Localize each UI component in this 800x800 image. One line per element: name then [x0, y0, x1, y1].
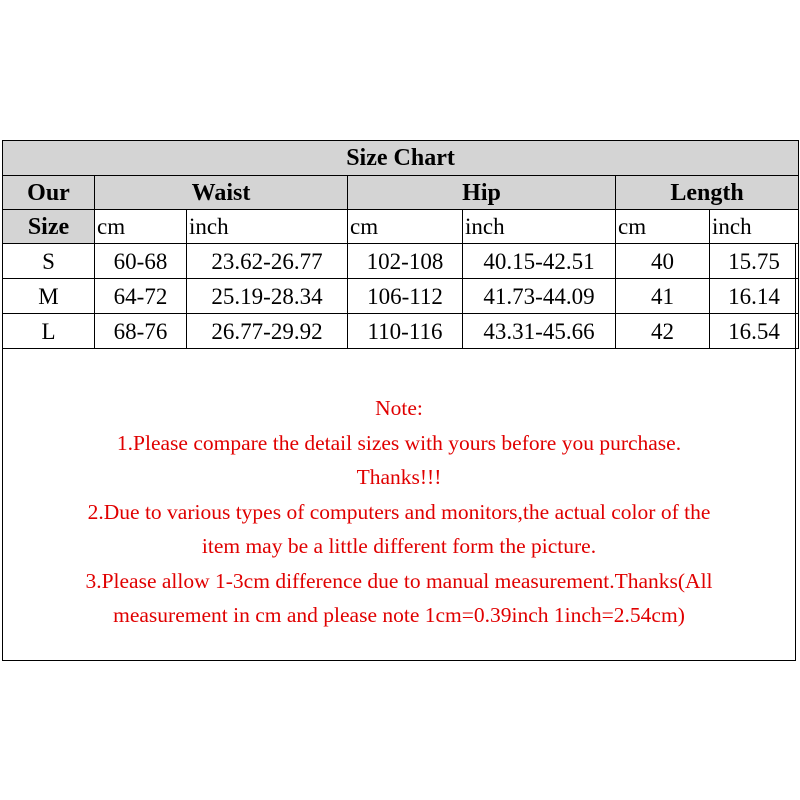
hip-cm-cell: 106-112	[348, 279, 463, 314]
table-row	[3, 314, 799, 349]
length-inch-cell: 15.75	[710, 244, 799, 279]
note-line: 2.Due to various types of computers and monitors,the actual color of the	[87, 499, 711, 524]
waist-inch-header: inch	[187, 210, 348, 244]
waist-cm-cell: 60-68	[95, 244, 187, 279]
length-cm-cell: 40	[616, 244, 710, 279]
hip-inch-cell: 40.15-42.51	[463, 244, 616, 279]
table-title: Size Chart	[3, 141, 799, 176]
waist-header: Waist	[95, 176, 348, 210]
table-row	[3, 244, 799, 279]
size-cell: M	[3, 279, 95, 314]
note-line: Thanks!!!	[356, 465, 442, 489]
our-header: Our	[3, 176, 95, 210]
hip-header: Hip	[348, 176, 616, 210]
notes-block	[3, 391, 795, 633]
size-chart-table	[2, 140, 799, 349]
length-inch-cell: 16.14	[710, 279, 799, 314]
note-line: 3.Please allow 1-3cm difference due to manual measurement.Thanks(All	[85, 568, 713, 593]
note-line: item may be a little different form the picture.	[201, 534, 597, 558]
size-header: Size	[3, 210, 95, 244]
length-inch-header: inch	[710, 210, 799, 244]
length-header: Length	[616, 176, 799, 210]
hip-cm-cell: 102-108	[348, 244, 463, 279]
length-cm-header: cm	[616, 210, 710, 244]
size-chart-sheet	[2, 140, 796, 661]
waist-inch-cell: 26.77-29.92	[187, 314, 348, 349]
length-cm-cell: 42	[616, 314, 710, 349]
length-cm-cell: 41	[616, 279, 710, 314]
table-row	[3, 279, 799, 314]
waist-cm-cell: 68-76	[95, 314, 187, 349]
waist-cm-header: cm	[95, 210, 187, 244]
note-heading: Note:	[375, 396, 423, 420]
hip-cm-cell: 110-116	[348, 314, 463, 349]
size-cell: S	[3, 244, 95, 279]
note-line: 1.Please compare the detail sizes with yours before you purchase.	[116, 430, 682, 455]
waist-inch-cell: 25.19-28.34	[187, 279, 348, 314]
waist-inch-cell: 23.62-26.77	[187, 244, 348, 279]
hip-inch-cell: 41.73-44.09	[463, 279, 616, 314]
hip-inch-header: inch	[463, 210, 616, 244]
hip-inch-cell: 43.31-45.66	[463, 314, 616, 349]
waist-cm-cell: 64-72	[95, 279, 187, 314]
hip-cm-header: cm	[348, 210, 463, 244]
length-inch-cell: 16.54	[710, 314, 799, 349]
size-cell: L	[3, 314, 95, 349]
note-line: measurement in cm and please note 1cm=0.39inch 1inch=2.54cm)	[113, 603, 685, 627]
